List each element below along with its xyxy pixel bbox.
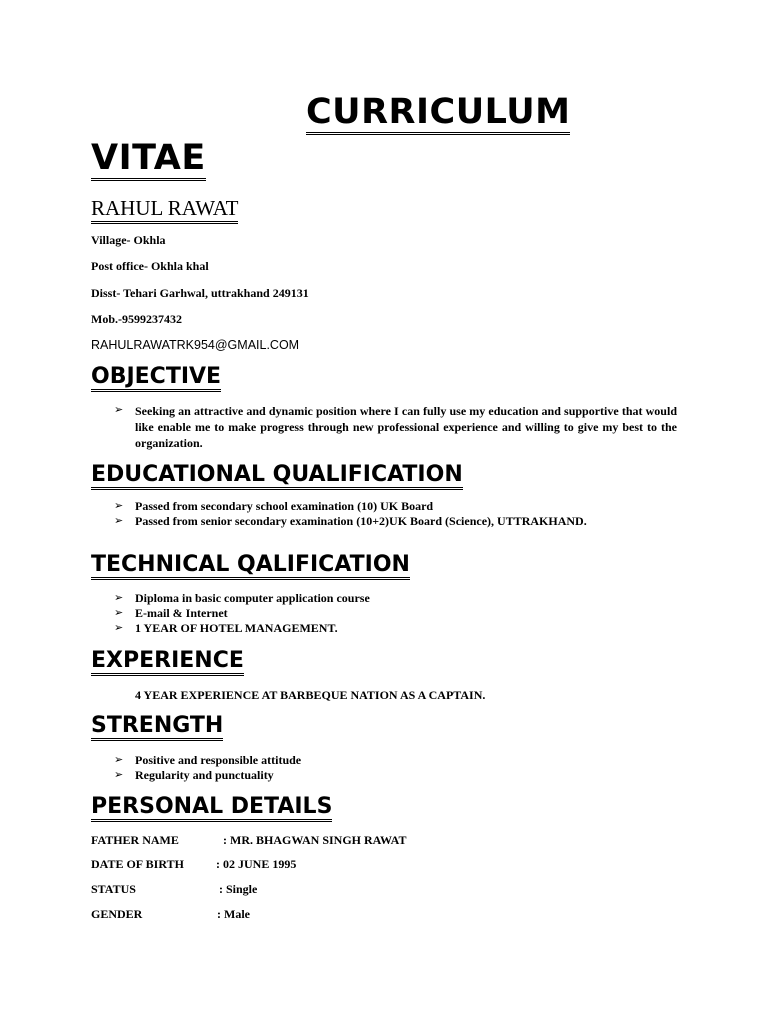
strength-heading: STRENGTH	[91, 713, 223, 741]
list-item: 1 YEAR OF HOTEL MANAGEMENT.	[135, 621, 338, 635]
contact-post-office: Post office- Okhla khal	[91, 259, 209, 273]
personal-heading: PERSONAL DETAILS	[91, 794, 332, 822]
detail-label: STATUS	[91, 882, 136, 896]
contact-district: Disst- Tehari Garhwal, uttrakhand 249131	[91, 286, 309, 300]
objective-heading: OBJECTIVE	[91, 364, 221, 392]
experience-text: 4 YEAR EXPERIENCE AT BARBEQUE NATION AS A CAPTAIN.	[135, 688, 486, 702]
detail-value: : Single	[219, 882, 258, 896]
detail-label: DATE OF BIRTH	[91, 857, 184, 871]
list-item: Positive and responsible attitude	[135, 753, 302, 767]
list-item: Regularity and punctuality	[135, 768, 274, 782]
detail-label: GENDER	[91, 907, 143, 921]
title-curriculum: CURRICULUM	[306, 92, 570, 135]
experience-heading: EXPERIENCE	[91, 648, 244, 676]
list-item: Passed from secondary school examination (10) UK Board	[135, 499, 434, 513]
detail-value: : MR. BHAGWAN SINGH RAWAT	[223, 833, 407, 847]
detail-value: : 02 JUNE 1995	[216, 857, 297, 871]
bullet-arrow-icon: ➢	[114, 768, 124, 781]
bullet-arrow-icon: ➢	[114, 753, 124, 766]
detail-label: FATHER NAME	[91, 833, 179, 847]
objective-text: Seeking an attractive and dynamic position where I can fully use my education and supportive that would like enable me to make progress through new professional experience and willing to give my best to the organization.	[135, 404, 677, 450]
detail-value: : Male	[217, 907, 250, 921]
list-item: E-mail & Internet	[135, 606, 228, 620]
contact-mobile: Mob.-9599237432	[91, 312, 182, 326]
education-heading: EDUCATIONAL QUALIFICATION	[91, 462, 463, 490]
contact-village: Village- Okhla	[91, 233, 166, 247]
bullet-arrow-icon: ➢	[114, 606, 124, 619]
list-item: Passed from senior secondary examination (10+2)UK Board (Science), UTTRAKHAND.	[135, 514, 587, 528]
bullet-arrow-icon: ➢	[114, 403, 124, 416]
title-vitae: VITAE	[91, 138, 206, 181]
bullet-arrow-icon: ➢	[114, 514, 124, 527]
contact-email[interactable]: RAHULRAWATRK954@GMAIL.COM	[91, 338, 300, 352]
list-item: Diploma in basic computer application course	[135, 591, 370, 605]
technical-heading: TECHNICAL QALIFICATION	[91, 552, 410, 580]
bullet-arrow-icon: ➢	[114, 591, 124, 604]
candidate-name: RAHUL RAWAT	[91, 196, 238, 224]
bullet-arrow-icon: ➢	[114, 499, 124, 512]
bullet-arrow-icon: ➢	[114, 621, 124, 634]
